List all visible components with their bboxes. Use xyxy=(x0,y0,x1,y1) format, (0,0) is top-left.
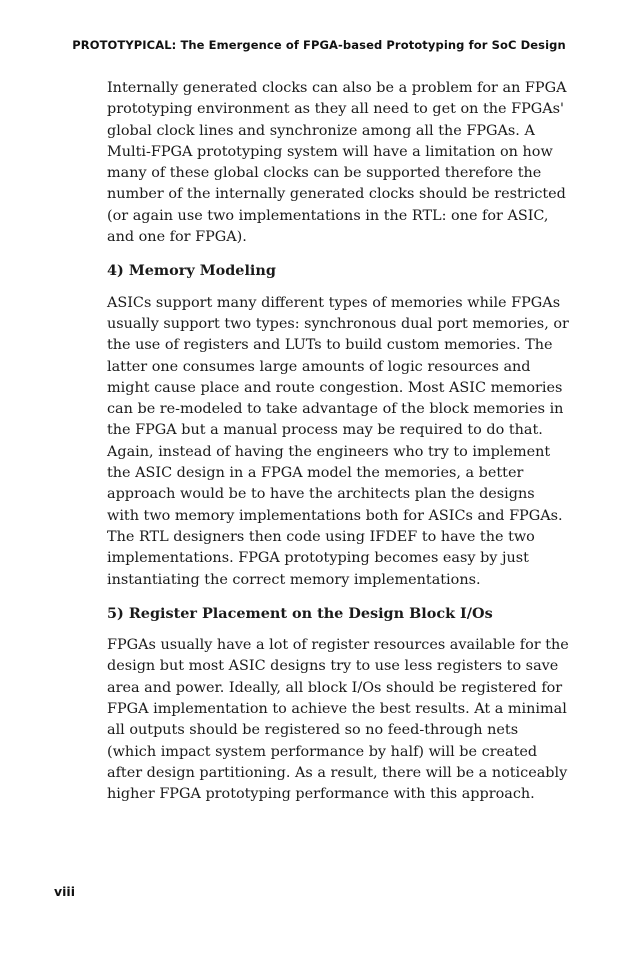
section-paragraph-memory-modeling: ASICs support many different types of memories while FPGAs usually support two types: synchronous dual port memories, or the use of registers and LUTs to build custom memories. The latter one consumes large amounts of logic resources and might cause place and route congestion. Most ASIC memories can be re-modeled to take advantage of the block memories in the FPGA but a manual process may be required to do that. Again, instead of having the engineers who try to implement the ASIC design in a FPGA model the memories, a better approach would be to have the architects plan the designs with two memory implementations both for ASICs and FPGAs. The RTL designers then code using IFDEF to have the two implementations. FPGA prototyping becomes easy by just instantiating the correct memory implementations. xyxy=(107,294,569,588)
page-number: viii xyxy=(54,884,76,899)
section-heading-memory-modeling: 4) Memory Modeling xyxy=(107,262,276,280)
running-header: PROTOTYPICAL: The Emergence of FPGA-based Prototyping for SoC Design xyxy=(72,38,566,52)
intro-paragraph: Internally generated clocks can also be a problem for an FPGA prototyping environment as they all need to get on the FPGAs' global clock lines and synchronize among all the FPGAs. A Multi-FPGA prototyping system will have a limitation on how many of these global clocks can be supported therefore the number of the internally generated clocks should be restricted (or again use two implementations in the RTL: one for ASIC, and one for FPGA). xyxy=(107,80,567,246)
section-heading-register-placement: 5) Register Placement on the Design Block I/Os xyxy=(107,604,493,622)
section-paragraph-register-placement: FPGAs usually have a lot of register resources available for the design but most ASIC designs try to use less registers to save area and power. Ideally, all block I/Os should be registered for FPGA implementation to achieve the best results. At a minimal all outputs should be registered so no feed-through nets (which impact system performance by half) will be created after design partitioning. As a result, there will be a noticeably higher FPGA prototyping performance with this approach. xyxy=(107,637,569,803)
page-body xyxy=(107,78,569,818)
